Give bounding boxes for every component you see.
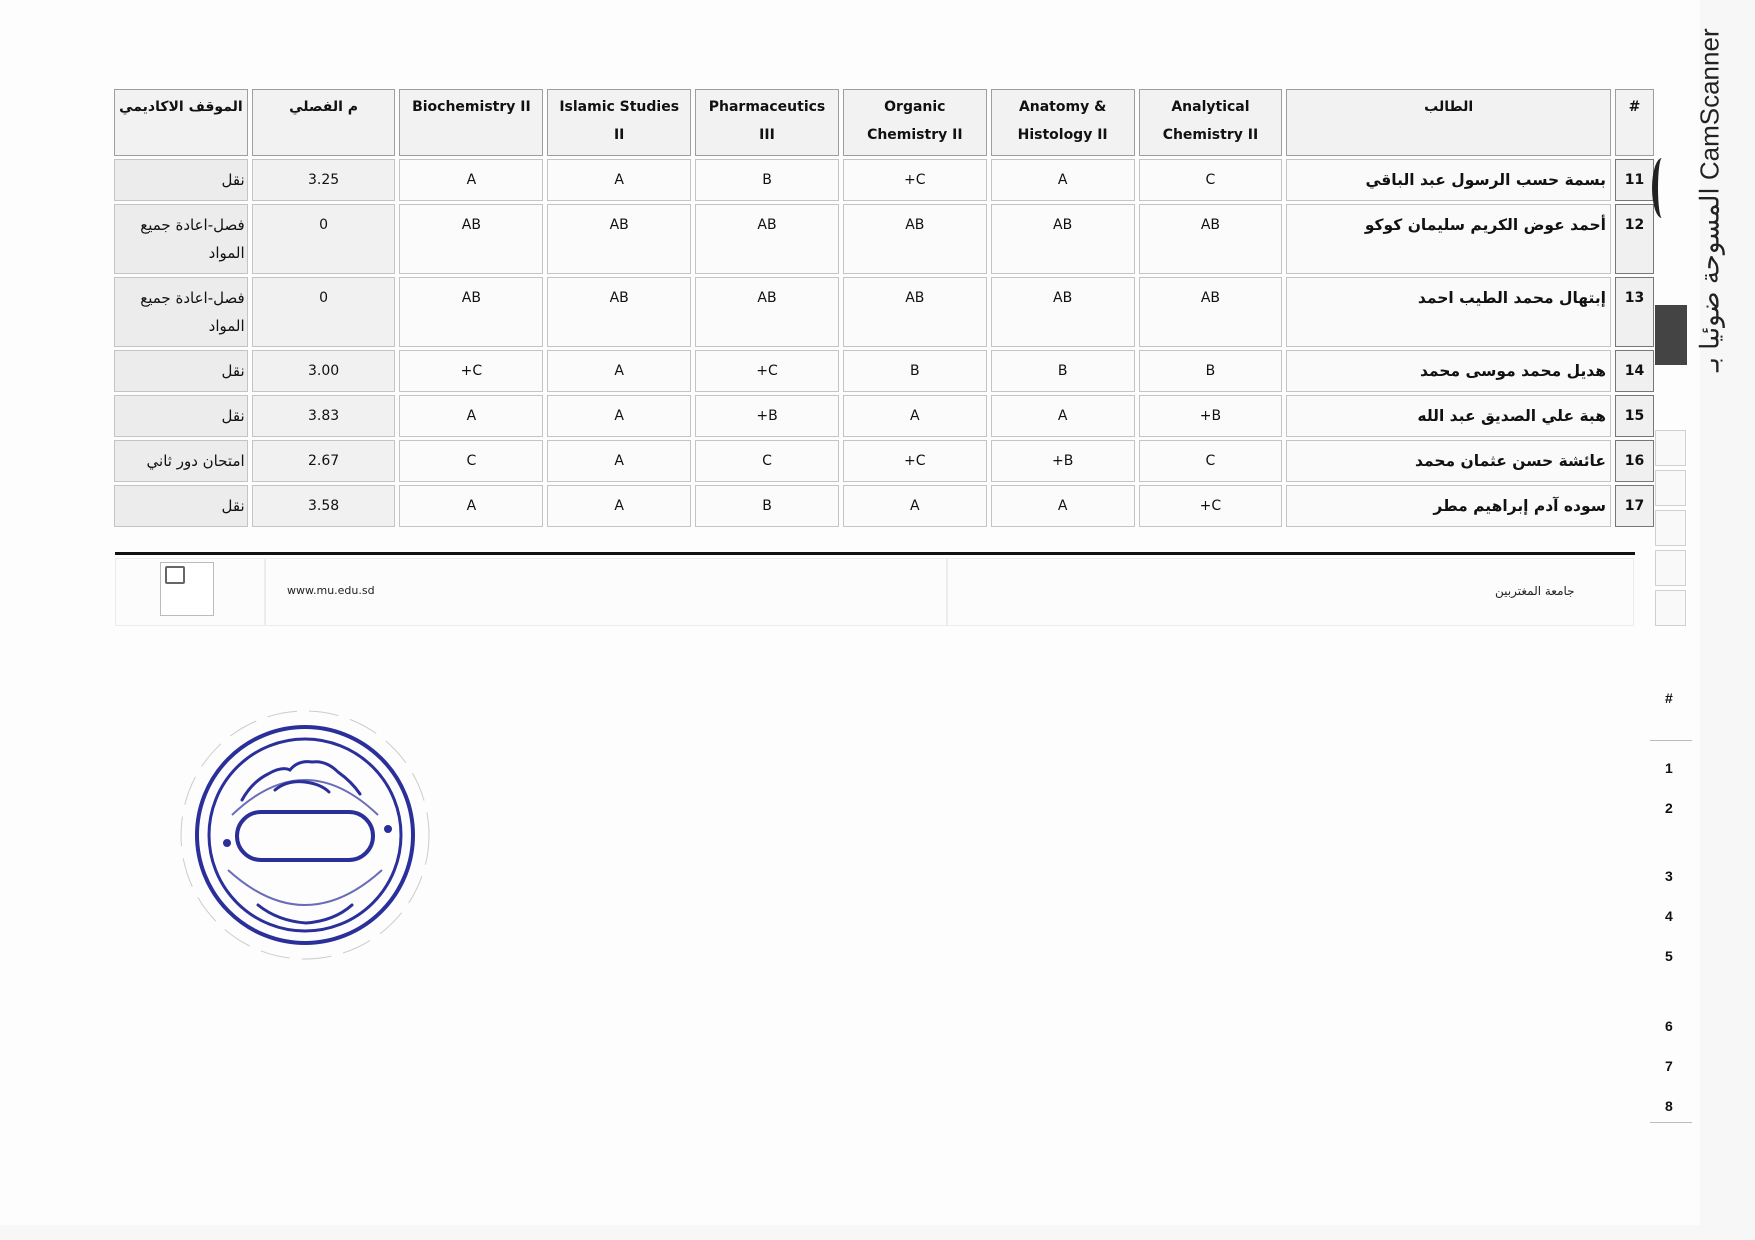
grade-analytical: C [1139,159,1283,201]
semester-gpa: 3.58 [252,485,396,527]
grade-islamic: A [547,350,691,392]
header-pharmaceutics: Pharmaceutics III [695,89,839,156]
grade-analytical: C+ [1139,485,1283,527]
academic-status: فصل-اعادة جميع المواد [114,204,248,274]
row-number: 11 [1615,159,1654,201]
semester-gpa: 3.25 [252,159,396,201]
edge-number: 4 [1665,908,1673,924]
student-name: هديل محمد موسى محمد [1286,350,1611,392]
grade-analytical: AB [1139,277,1283,347]
row-number: 16 [1615,440,1654,482]
semester-gpa: 3.00 [252,350,396,392]
broken-image-icon [160,562,214,616]
faculty-stamp [170,705,440,989]
table-row [114,159,1654,201]
grade-pharmaceutics: C [695,440,839,482]
grade-islamic: AB [547,204,691,274]
table-row [114,350,1654,392]
edge-number: 2 [1665,800,1673,816]
grade-anatomy: AB [991,204,1135,274]
grade-anatomy: B+ [991,440,1135,482]
semester-gpa: 3.83 [252,395,396,437]
grade-biochem: A [399,395,543,437]
header-gpa: م الفصلي [252,89,396,156]
edge-number: 5 [1665,948,1673,964]
student-name: أحمد عوض الكريم سليمان كوكو [1286,204,1611,274]
student-name: سوده آدم إبراهيم مطر [1286,485,1611,527]
grade-pharmaceutics: B+ [695,395,839,437]
stamp-top-text [170,705,171,706]
academic-status: نقل [114,350,248,392]
footer-university-name: جامعة المغتربين [1495,584,1575,598]
edge-number: 3 [1665,868,1673,884]
student-name: عائشة حسن عثمان محمد [1286,440,1611,482]
edge-row-box [1655,470,1686,506]
edge-divider [1650,1122,1692,1123]
grade-analytical: C [1139,440,1283,482]
academic-status: نقل [114,395,248,437]
table-row [114,395,1654,437]
grade-biochem: C+ [399,350,543,392]
academic-status: نقل [114,159,248,201]
grade-biochem: AB [399,277,543,347]
edge-row-box [1655,550,1686,586]
table-body [114,159,1654,527]
grade-organic: C+ [843,159,987,201]
footer-website: www.mu.edu.sd [287,584,375,597]
grade-islamic: A [547,159,691,201]
grade-anatomy: A [991,485,1135,527]
edge-row-box [1655,590,1686,626]
grade-biochem: AB [399,204,543,274]
edge-row-box [1655,510,1686,546]
stamp-seal-graphic [170,705,440,985]
grade-anatomy: AB [991,277,1135,347]
camscanner-watermark: المسوحة ضوئيا بـ CamScanner [1694,28,1725,372]
grade-pharmaceutics: B [695,159,839,201]
header-biochem: Biochemistry II [399,89,543,156]
semester-gpa: 0 [252,277,396,347]
edge-number: 1 [1665,760,1673,776]
edge-row-box [1655,430,1686,466]
semester-gpa: 2.67 [252,440,396,482]
grade-organic: B [843,350,987,392]
grade-organic: A [843,485,987,527]
row-number: 15 [1615,395,1654,437]
grade-organic: AB [843,204,987,274]
grade-anatomy: B [991,350,1135,392]
edge-header: # [1665,690,1673,706]
grade-analytical: AB [1139,204,1283,274]
edge-number: 6 [1665,1018,1673,1034]
footer-divider [115,552,1635,555]
grade-islamic: A [547,395,691,437]
grade-organic: AB [843,277,987,347]
grade-pharmaceutics: AB [695,277,839,347]
row-number: 14 [1615,350,1654,392]
grade-organic: C+ [843,440,987,482]
grade-analytical: B+ [1139,395,1283,437]
academic-status: فصل-اعادة جميع المواد [114,277,248,347]
grade-analytical: B [1139,350,1283,392]
header-islamic: Islamic Studies II [547,89,691,156]
academic-status: امتحان دور ثاني [114,440,248,482]
grade-islamic: AB [547,277,691,347]
grade-pharmaceutics: B [695,485,839,527]
grade-pharmaceutics: C+ [695,350,839,392]
grade-islamic: A [547,485,691,527]
edge-number: 8 [1665,1098,1673,1114]
grade-pharmaceutics: AB [695,204,839,274]
header-num: # [1615,89,1654,156]
grade-organic: A [843,395,987,437]
edge-number: 7 [1665,1058,1673,1074]
edge-divider [1650,740,1692,741]
scan-edge-tab [1655,305,1687,365]
grade-anatomy: A [991,159,1135,201]
header-student: الطالب [1286,89,1611,156]
table-row [114,204,1654,274]
student-name: هبة علي الصديق عبد الله [1286,395,1611,437]
grade-biochem: A [399,159,543,201]
semester-gpa: 0 [252,204,396,274]
row-number: 12 [1615,204,1654,274]
grade-biochem: C [399,440,543,482]
grades-table [110,86,1658,530]
row-number: 17 [1615,485,1654,527]
table-row [114,485,1654,527]
row-number: 13 [1615,277,1654,347]
grade-islamic: A [547,440,691,482]
student-name: بسمة حسب الرسول عبد الباقي [1286,159,1611,201]
academic-status: نقل [114,485,248,527]
table-row [114,440,1654,482]
grade-anatomy: A [991,395,1135,437]
grade-biochem: A [399,485,543,527]
header-analytical: Analytical Chemistry II [1139,89,1283,156]
scan-edge-mark [1652,158,1672,218]
header-status: الموقف الاكاديمي [114,89,248,156]
student-name: إبتهال محمد الطيب احمد [1286,277,1611,347]
header-organic: Organic Chemistry II [843,89,987,156]
header-anatomy: Anatomy & Histology II [991,89,1135,156]
table-header-row [114,89,1654,156]
table-row [114,277,1654,347]
